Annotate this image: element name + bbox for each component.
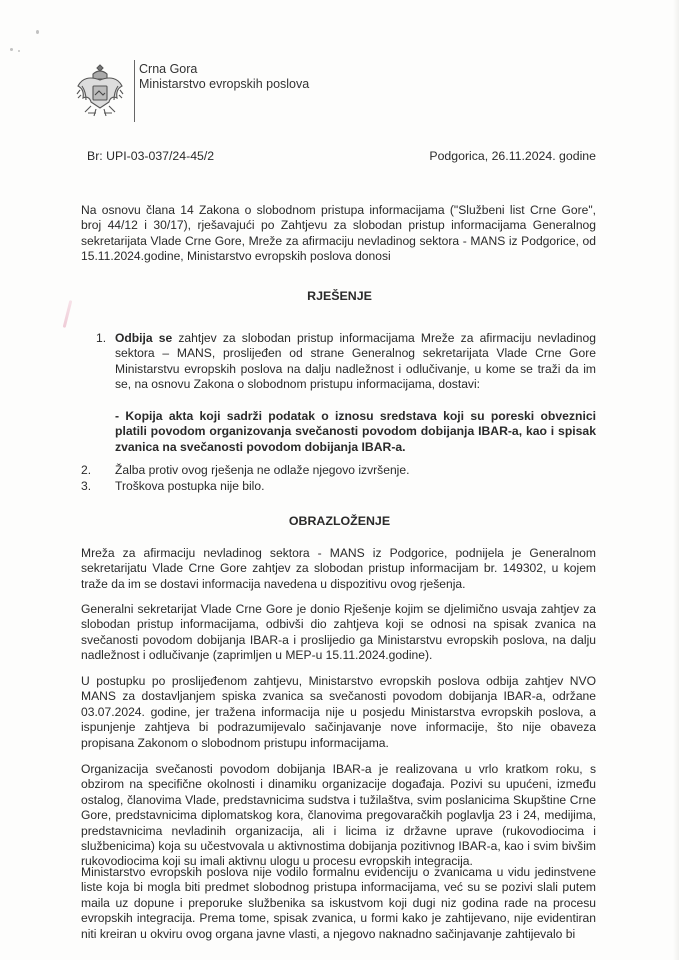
item-text: Troškova postupka nije bilo. [115, 479, 265, 493]
page-edge-shadow [673, 0, 679, 960]
reasoning-title: OBRAZLOŽENJE [288, 514, 391, 528]
country-name: Crna Gora [139, 62, 198, 76]
letterhead-text [139, 60, 309, 122]
list-number: 2. [81, 463, 92, 477]
decision-item-3 [81, 479, 596, 494]
bold-lead: Odbija se [115, 331, 173, 345]
item-text: zahtjev za slobodan pristup informacijama Mreže za afirmaciju nevladinog sektora – MANS, proslijeđen od strane Generalnog sekretarijata Vlade Crne Gore Ministarstvu evropskih poslova na dalju nadležnost i odlučivanje, u kome se traži da im se, na osnovu Zakona o slobodnom pristupu informacijama, dostavi: [115, 331, 596, 392]
scan-dust-mark [18, 50, 20, 52]
montenegro-coat-of-arms-icon [70, 60, 130, 122]
letterhead [70, 60, 309, 122]
reasoning-paragraph-3: U postupku po proslijeđenom zahtjevu, Ministarstvo evropskih poslova odbija zahtjev NVO MANS za dostavljanjem spiska zvanica sa svečanosti povodom dobijanja IBAR-a, održane 03.07.2024. godine, jer tražena informacija nije u posjedu Ministarstva evropskih poslova, a ispunjenje zahtjeva bi podrazumijevalo sačinjavanje nove informacije, što nije obaveza propisana Zakonom o slobodnom pristupu informacijama. [81, 674, 596, 750]
reasoning-paragraph-2: Generalni sekretarijat Vlade Crne Gore je donio Rješenje kojim se djelimično usvaja zahtjev za slobodan pristup informacijama, odbivši dio zahtjeva koji se odnosi na spisak zvanica na svečanosti povodom dobijanja IBAR-a i proslijedio ga Ministarstvu evropskih poslova, na dalju nadležnost i odlučivanje (zaprimljen u MEP-u 15.11.2024.godine). [81, 602, 596, 663]
decision-item-1 [96, 331, 596, 393]
requested-information: - Kopija akta koji sadrži podatak o iznosu sredstava koji su poreski obveznici platili povodom organizovanja svečanosti povodom dobijanja IBAR-a, kao i spisak zvanica na svečanosti povodom dobijanja IBAR-a. [115, 409, 596, 454]
list-body [115, 331, 596, 393]
place-and-date: Podgorica, 26.11.2024. godine [429, 149, 596, 163]
decision-title: RJEŠENJE [307, 289, 372, 303]
scan-dust-mark [10, 48, 13, 51]
reasoning-paragraph-1: Mreža za afirmaciju nevladinog sektora - MANS iz Podgorice, podnijela je Generalnom sekretarijatu Vlade Crne Gore zahtjev za slobodan pristup informacijam br. 149302, u kojem traže da im se dostavi informacija navedena u dispozitivu ovog rješenja. [81, 546, 596, 591]
pen-mark [63, 300, 73, 328]
list-number: 1. [96, 331, 107, 345]
ministry-name: Ministarstvo evropskih poslova [139, 77, 310, 91]
list-number: 3. [81, 479, 92, 493]
scan-dust-mark [36, 30, 39, 34]
reference-number: Br: UPI-03-037/24-45/2 [87, 149, 215, 163]
reference-row [87, 149, 596, 163]
item-text: Žalba protiv ovog rješenja ne odlaže njegovo izvršenje. [115, 463, 410, 477]
reasoning-paragraph-4: Organizacija svečanosti povodom dobijanja IBAR-a je realizovana u vrlo kratkom roku, s obzirom na specifične okolnosti i dinamiku organizacije događaja. Pozivi su upućeni, između ostalog, članovima Vlade, predstavnicima sudstva i tužilaštva, svim poslanicima Skupštine Crne Gore, predstavnicima diplomatskog kora, članovima pregovaračkih poglavlja 23 i 24, medijima, predstavnicima nevladinih organizacija, ali i licima iz državne uprave (rukovodiocima i službenicima) koja su učestvovala u aktivnostima dobijanja pozitivnog IBAR-a, kao i svim bivšim rukovodiocima koji su imali aktivnu ulogu u procesu evropskih integracija. [81, 762, 596, 869]
reasoning-paragraph-5: Ministarstvo evropskih poslova nije vodilo formalnu evidenciju o zvanicama u vidu jedinstvene liste koja bi mogla biti predmet slobodnog pristupa informacijama, već su se pozivi slali putem maila uz dopune i preporuke službenika sa iskustvom koji dugi niz godina rade na procesu evropskih integracija. Prema tome, spisak zvanica, u formi kako je zahtijevano, nije evidentiran niti kreiran u okviru ovog organa javne vlasti, a njegovo naknadno sačinjavanje zahtijevalo bi [81, 865, 596, 941]
letterhead-divider [134, 60, 135, 122]
preamble-paragraph: Na osnovu člana 14 Zakona o slobodnom pristupa informacijama ("Službeni list Crne Gore", broj 44/12 i 30/17), rješavajući po Zahtjevu za slobodan pristup informacijama Generalnog sekretarijata Vlade Crne Gore, Mreže za afirmaciju nevladinog sektora - MANS iz Podgorice, od 15.11.2024.godine, Ministarstvo evropskih poslova donosi [81, 203, 596, 264]
decision-item-2 [81, 463, 596, 478]
